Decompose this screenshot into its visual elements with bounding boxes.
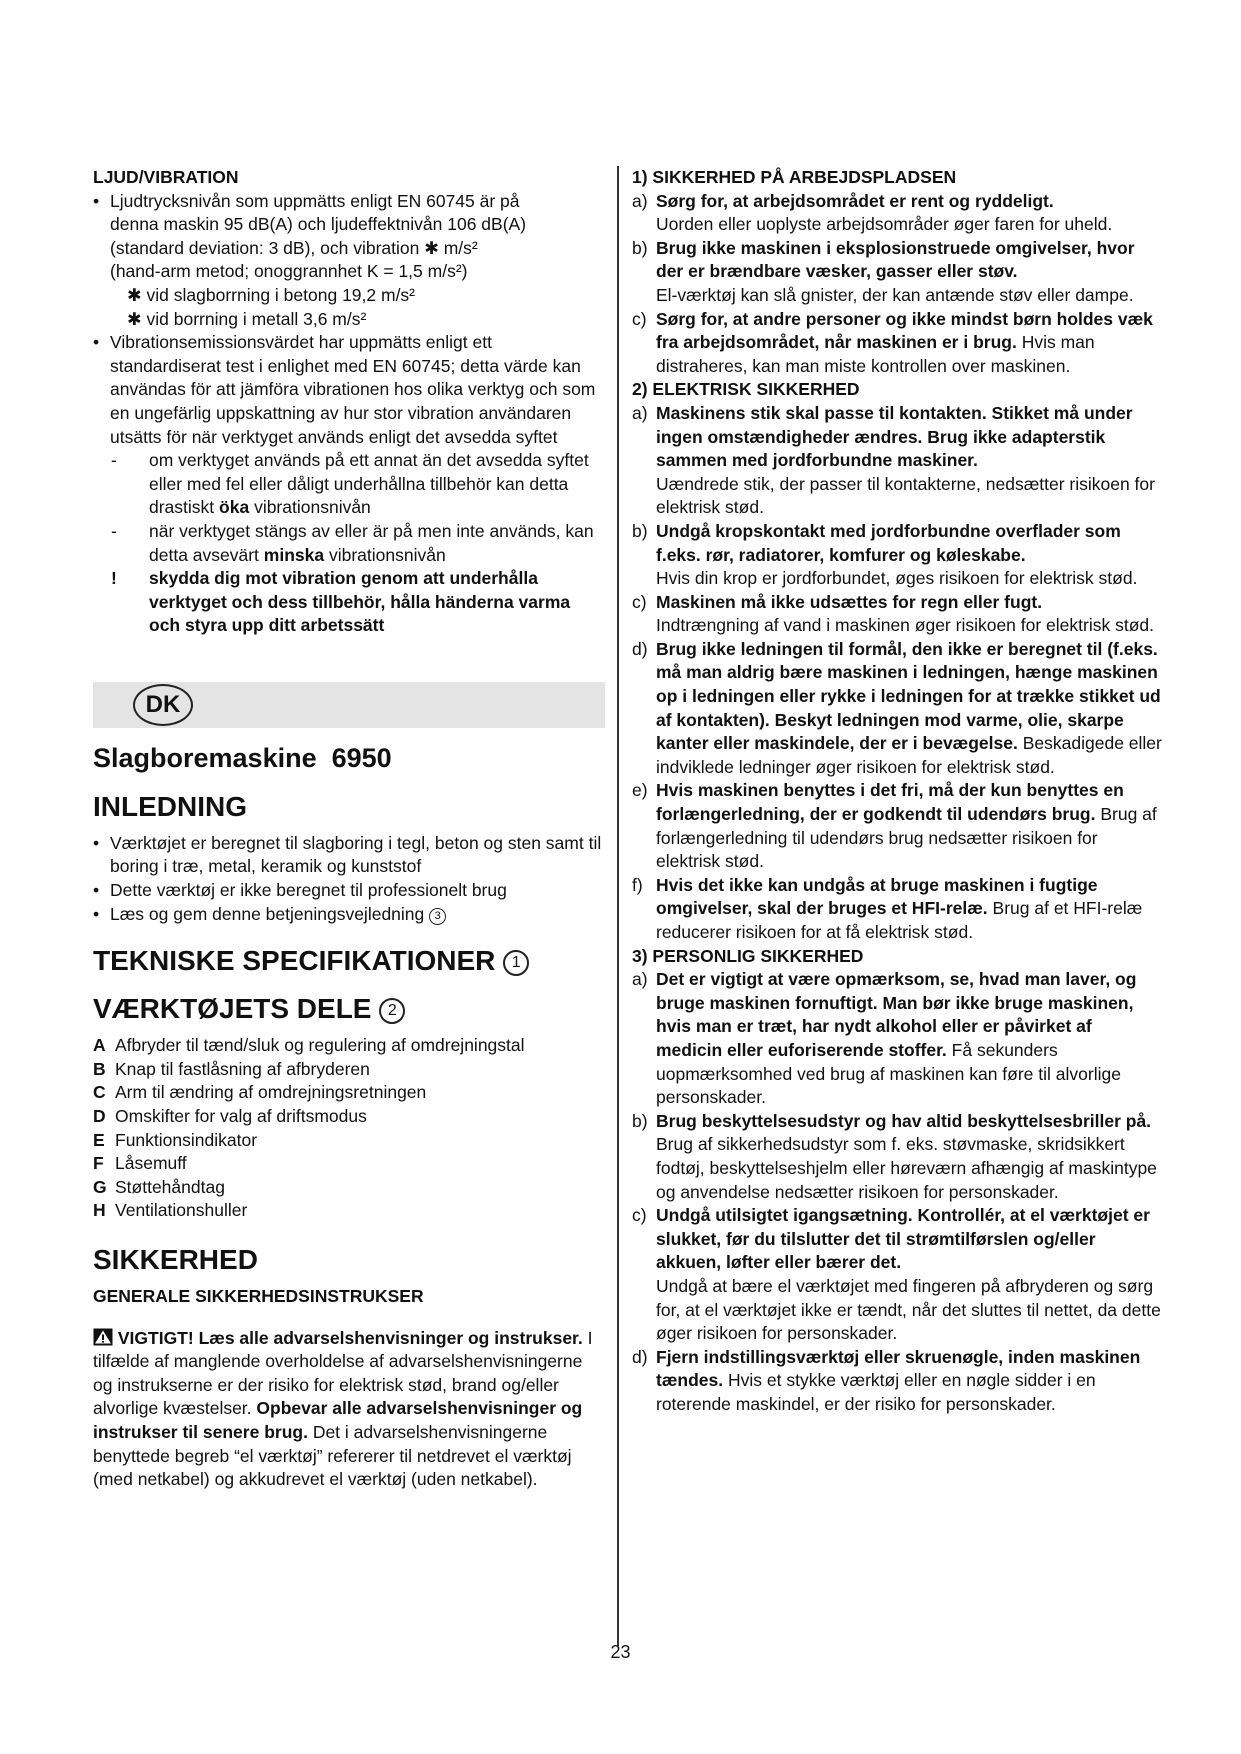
text-bold: Undgå utilsigtet igangsætning. Kontrollér, at el værktøjet er slukket, før du tilslutter det til strømtilførslen og/eller akkuen, løfter eller bærer det. [656,1205,1150,1273]
item-marker: c) [632,1205,647,1226]
text-bold: Maskinen må ikke udsættes for regn eller fugt. [656,591,1043,612]
ljud-dash-2: - när verktyget stängs av eller är på men inte används, kan detta avsevärt minska vibrationsnivån [111,520,594,565]
figure-ref: 3 [429,908,446,925]
text-line: (hand-arm metod; onoggrannhet K = 1,5 m/s²) [110,261,468,282]
text-bold: Sørg for, at andre personer og ikke mindst børn holdes væk fra arbejdsområdet, når maskinen er i brug. [656,308,1153,353]
text-line: denna maskin 95 dB(A) och ljudeffektnivån 106 dB(A) [110,214,527,235]
part-label: Arm til ændring af omdrejningsretningen [115,1082,427,1103]
column-divider [617,166,619,1646]
part-label: Låsemuff [115,1153,187,1174]
text: skydda dig mot vibration genom att underhålla verktyget och dess tillbehör, hålla händerna varma och styra upp ditt arbetssätt [149,568,571,636]
item-marker: c) [632,591,647,612]
part-key: B [93,1058,106,1079]
part-key: E [93,1129,105,1150]
language-badge: DK [133,684,193,726]
item-marker: e) [632,780,648,801]
text: Uændrede stik, der passer til kontakterne, nedsætter risikoen for elektrisk stød. [656,473,1155,518]
part-item [93,1199,605,1223]
item-marker: b) [632,520,648,541]
safety-item [632,638,1162,780]
safety-item [632,779,1162,873]
text: Undgå at bære el værktøjet med fingeren på afbryderen og sørg for, at el værktøjet ikke er tændt, når det sluttes til nettet, da dette øger risikoen for personskader. [656,1275,1161,1344]
ljud-dash-1: - om verktyget används på ett annat än det avsedda syftet eller med fel eller dåligt underhållna tillbehör kan detta drastiskt öka vibrationsnivån [111,450,589,518]
text-bold: Sørg for, at arbejdsområdet er rent og ryddeligt. [656,190,1054,211]
text: Hvis et stykke værktøj eller en nøgle sidder i en roterende maskindel, er der risiko for personskader. [656,1370,1096,1414]
text-bold: Maskinens stik skal passe til kontakten. Stikket må under ingen omstændigheder ændres. Brug ikke adapterstik sammen med jordforbundne maskiner. [656,402,1133,471]
ljud-warning: ! skydda dig mot vibration genom att underhålla verktyget och dess tillbehör, hålla händerna varma och styra upp ditt arbetssätt [111,568,571,636]
item-marker: a) [632,402,648,423]
figure-ref: 1 [503,950,529,976]
text-bold: Brug ikke maskinen i eksplosionstruede omgivelser, hvor der er brændbare væsker, gasser eller støv. [656,237,1135,282]
list-item [93,903,605,927]
item-marker: f) [632,874,643,895]
text-line: ✱ vid slagborrning i betong 19,2 m/s² [127,284,416,305]
part-item [93,1105,605,1129]
language-bar [93,682,605,728]
safety-item [632,237,1162,308]
part-item [93,1129,605,1153]
part-label: Knap til fastlåsning af afbryderen [115,1058,370,1079]
text: VÆRKTØJETS DELE [93,993,372,1025]
part-key: G [93,1176,107,1197]
text: Få sekunders uopmærksomhed ved brug af maskinen kan føre til alvorlige personskader. [656,1039,1121,1108]
item-marker: a) [632,190,648,211]
part-item [93,1152,605,1176]
product-title: Slagboremaskine 6950 [93,742,392,773]
section-1-heading: 1) SIKKERHED PÅ ARBEJDSPLADSEN [632,167,957,187]
text-line: (standard deviation: 3 dB), och vibration ✱ m/s² [110,237,478,258]
safety-item [632,402,1162,520]
part-item [93,1176,605,1200]
text: Beskadigede eller indviklede ledninger øger risikoen for elektrisk stød. [656,733,1162,777]
safety-item [632,874,1162,945]
item-marker: b) [632,1110,648,1131]
text-bold: Brug beskyttelsesudstyr og hav altid beskyttelsesbriller på. [656,1110,1152,1131]
text-bold: Undgå kropskontakt med jordforbundne overflader som f.eks. rør, radiatorer, komfurer og køleskabe. [656,520,1121,565]
sikkerhed-paragraph [93,1327,605,1492]
part-item [93,1081,605,1105]
ljud-heading: LJUD/VIBRATION [93,167,239,187]
text: TEKNISKE SPECIFIKATIONER [93,945,496,977]
warning-icon [93,1328,113,1346]
text-bold: minska [263,544,325,565]
text-line: • Ljudtrycksnivån som uppmätts enligt EN 60745 är på [110,190,520,211]
part-key: A [93,1035,106,1056]
safety-item [632,1346,1162,1417]
safety-item [632,591,1162,638]
section-3-heading: 3) PERSONLIG SIKKERHED [632,945,864,966]
item-marker: b) [632,237,648,258]
list-item: • Værktøjet er beregnet til slagboring i tegl, beton og sten samt til boring i træ, metal, keramik og kunststof [93,832,605,879]
safety-item [632,520,1162,591]
left-column [93,166,605,1492]
part-label: Ventilationshuller [115,1200,248,1221]
part-key: H [93,1200,106,1221]
text: om verktyget används på ett annat än det avsedda syftet eller med fel eller dåligt underhållna tillbehör kan detta drastiskt [149,450,589,518]
text: vibrationsnivån [328,544,446,565]
safety-item [632,1110,1162,1204]
safety-item [632,1204,1162,1346]
text: Uorden eller uoplyste arbejdsområder øger faren for uheld. [656,214,1113,235]
part-label: Afbryder til tænd/sluk og regulering af omdrejningstal [115,1035,525,1056]
safety-item [632,308,1162,379]
text: Brug af et HFI-relæ reducerer risikoen for at få elektrisk stød. [656,898,1143,942]
figure-ref: 2 [379,998,405,1024]
right-column [632,166,1162,1416]
part-label: Omskifter for valg af driftsmodus [115,1106,367,1127]
item-marker: d) [632,1346,648,1367]
text-line: ✱ vid borrning i metall 3,6 m/s² [127,308,367,329]
text-bold: VIGTIGT! Læs alle advarselshenvisninger og instrukser. [117,1327,583,1348]
text: vibrationsnivån [254,497,371,518]
dele-heading [93,992,605,1026]
text-bold: Det er vigtigt at være opmærksom, se, hvad man laver, og bruge maskinen fornuftigt. Man bør ikke bruge maskinen, hvis man er træt, har nydt alkohol eller er påvirket af medicin eller euforiserende stoffer. [656,969,1137,1060]
item-marker: d) [632,638,648,659]
ljud-bullet-1 [93,190,605,332]
sikkerhed-heading: SIKKERHED [93,1244,258,1275]
part-key: F [93,1153,104,1174]
text: när verktyget stängs av eller är på men inte används, kan detta avsevärt [149,520,594,565]
list-item: • Dette værktøj er ikke beregnet til professionelt brug [93,879,605,903]
part-key: C [93,1082,106,1103]
section-2-heading: 2) ELEKTRISK SIKKERHED [632,379,860,400]
text: Brug af sikkerhedsudstyr som f. eks. støvmaske, skridsikkert fodtøj, beskyttelseshjelm eller høreværn afhængig af maskintype og anvendelse nedsætter risikoen for personskader. [656,1134,1157,1202]
tekniske-heading [93,944,605,978]
parts-list [93,1034,605,1223]
text-bold: Brug ikke ledningen til formål, den ikke er beregnet til (f.eks. må man aldrig bære maskinen i ledningen, hænge maskinen op i ledningen eller rykke i ledningen for at trække stikket ud af kontakten). Beskyt ledningen mod varme, olie, skarpe kanter eller maskindele, der er i bevægelse. [656,638,1161,754]
text-bold: Fjern indstillingsværktøj eller skruenøgle, inden maskinen tændes. [656,1346,1141,1391]
text-bold: öka [219,497,250,518]
part-item [93,1034,605,1058]
text: I tilfælde af manglende overholdelse af advarselshenvisningerne og instrukserne er der risiko for elektrisk stød, brand og/eller alvorlige kvæstelser. [93,1327,593,1419]
text-bold: Hvis maskinen benyttes i det fri, må der kun benyttes en forlængerledning, der er godkendt til udendørs brug. [656,780,1124,825]
item-marker: a) [632,969,648,990]
ljud-bullet-2: • Vibrationsemissionsvärdet har uppmätts enligt ett standardiserat test i enlighet med EN 60745; detta värde kan användas för att jämföra vibrationen hos olika verktyg och som en ungefärlig uppskattning av hur stor vibration användaren utsätts för när verktyget används enligt det avsedda syftet [93,331,605,449]
item-marker: c) [632,308,647,329]
text-bold: Hvis det ikke kan undgås at bruge maskinen i fugtige omgivelser, skal der bruges et HFI-relæ. [656,874,1098,919]
part-item [93,1058,605,1082]
sikkerhed-subheading: GENERALE SIKKERHEDSINSTRUKSER [93,1286,424,1306]
safety-item [632,190,1162,237]
text: Læs og gem denne betjeningsvejledning [110,903,425,924]
part-label: Funktionsindikator [115,1129,258,1150]
text: Brug af forlængerledning til udendørs brug nedsætter risikoen for elektrisk stød. [656,804,1157,872]
text: Hvis din krop er jordforbundet, øges risikoen for elektrisk stød. [656,568,1138,589]
safety-item [632,968,1162,1110]
text: Det i advarselshenvisningerne benyttede begreb “el værktøj” refererer til netdrevet el værktøj (med netkabel) og akkudrevet el værktøj (uden netkabel). [93,1421,572,1490]
text: Hvis man distraheres, kan man miste kontrollen over maskinen. [656,332,1095,376]
text-bold: Opbevar alle advarselshenvisninger og instrukser til senere brug. [93,1398,583,1442]
part-label: Støttehåndtag [115,1176,225,1197]
inledning-heading: INLEDNING [93,790,247,822]
part-key: D [93,1106,106,1127]
text: Indtrængning af vand i maskinen øger risikoen for elektrisk stød. [656,615,1154,636]
page-number: 23 [610,1642,631,1662]
text: El-værktøj kan slå gnister, der kan antænde støv eller dampe. [656,284,1134,305]
